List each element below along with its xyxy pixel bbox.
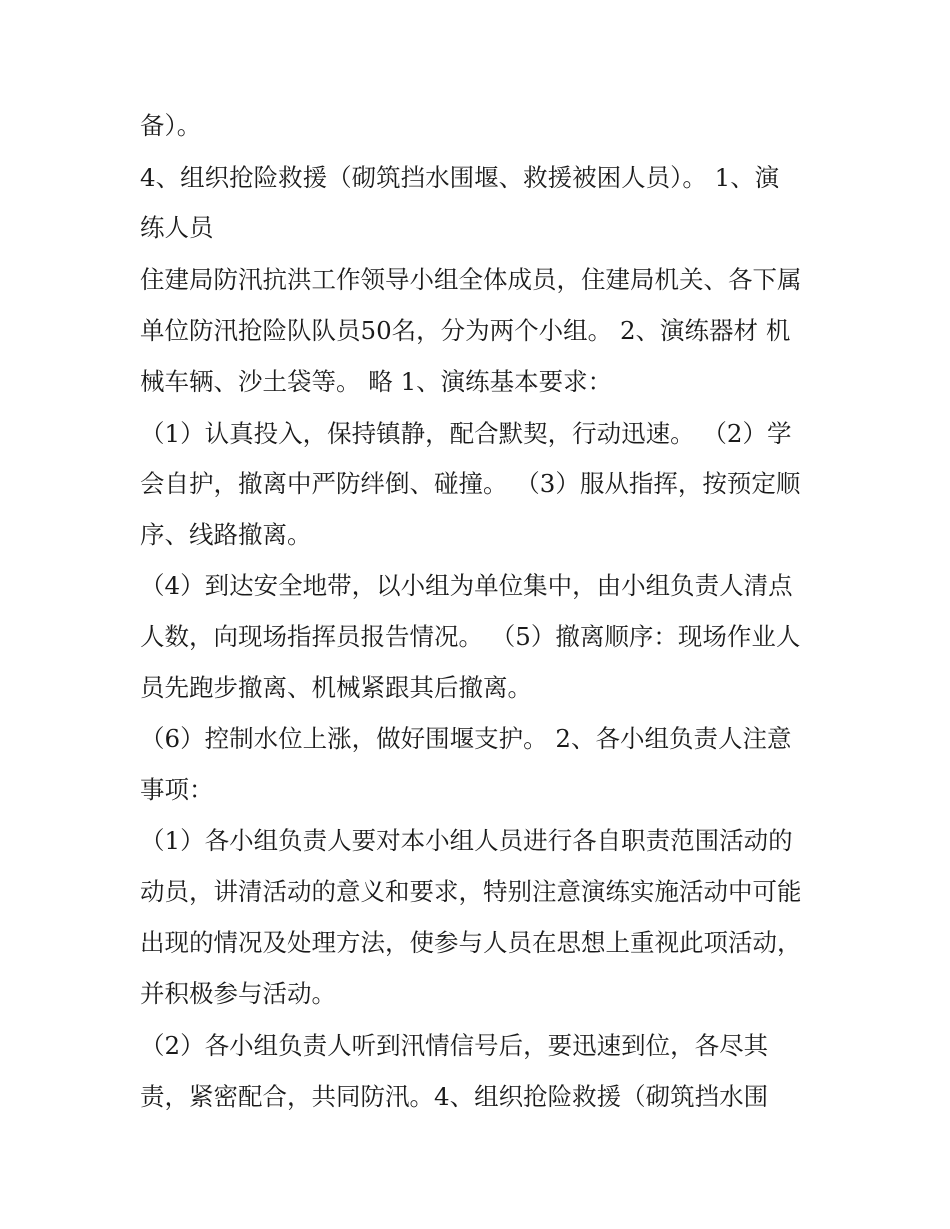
text-line: 练人员 bbox=[140, 213, 214, 242]
text-line: 事项： bbox=[140, 775, 214, 804]
text-line: 会自护，撤离中严防绊倒、碰撞。 （3）服从指挥，按预定顺 bbox=[140, 469, 801, 498]
text-line: 住建局防汛抗洪工作领导小组全体成员，住建局机关、各下属 bbox=[140, 265, 802, 294]
text-line: 备）。 bbox=[140, 111, 202, 140]
text-line: （2）各小组负责人听到汛情信号后，要迅速到位，各尽其 bbox=[140, 1031, 769, 1060]
text-line: （4）到达安全地带，以小组为单位集中，由小组负责人清点 bbox=[140, 571, 793, 600]
text-line: 员先跑步撤离、机械紧跟其后撤离。 bbox=[140, 673, 532, 702]
text-line: 动员，讲清活动的意义和要求，特别注意演练实施活动中可能 bbox=[140, 877, 802, 906]
text-line: 并积极参与活动。 bbox=[140, 979, 336, 1008]
text-line: （1）各小组负责人要对本小组人员进行各自职责范围活动的 bbox=[140, 826, 793, 855]
text-line: 责，紧密配合，共同防汛。4、组织抢险救援（砌筑挡水围 bbox=[140, 1082, 769, 1111]
text-line: 人数，向现场指挥员报告情况。 （5）撤离顺序：现场作业人 bbox=[140, 622, 801, 651]
text-line: 序、线路撤离。 bbox=[140, 520, 312, 549]
text-line: （6）控制水位上涨，做好围堰支护。 2、各小组负责人注意 bbox=[140, 724, 792, 753]
text-line: 单位防汛抢险队队员50名，分为两个小组。 2、演练器材 机 bbox=[140, 316, 791, 345]
text-line: 出现的情况及处理方法，使参与人员在思想上重视此项活动， bbox=[140, 928, 802, 957]
text-line: 械车辆、沙土袋等。 略 1、演练基本要求： bbox=[140, 367, 613, 396]
text-line: （1）认真投入，保持镇静，配合默契，行动迅速。 （2）学 bbox=[140, 419, 792, 448]
text-line: 4、组织抢险救援（砌筑挡水围堰、救援被困人员）。 1、演 bbox=[140, 163, 780, 192]
